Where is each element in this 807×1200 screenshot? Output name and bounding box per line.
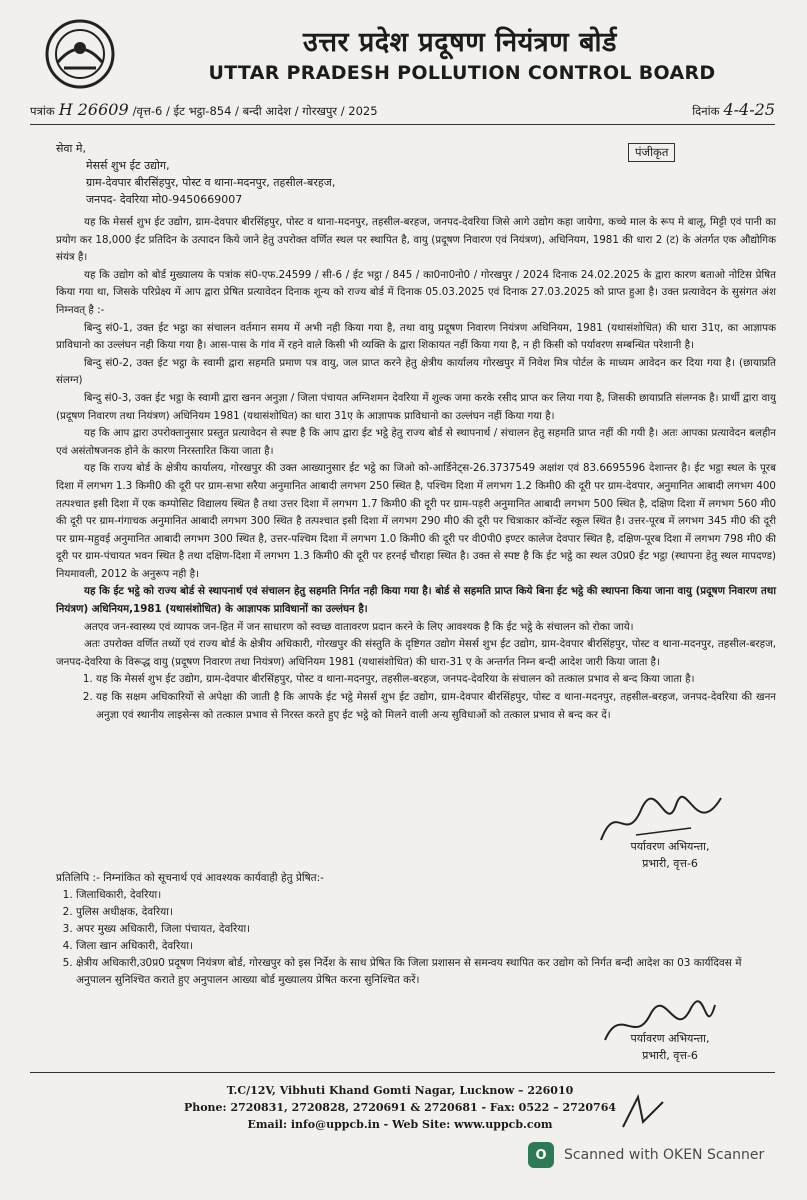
body-paragraph: बिन्दु सं0-1, उक्त ईट भट्ठा का संचालन वर्तमान समय में अभी नही किया गया है, तथा वायु प्रदूषण निवारण नियंत्रण अधिनियम, 1981 (यथासंशोधित) की धारा 31ए, का आज्ञापक प्राविधानो का उल्लंघन नही किया गया है। आस-पास के गांव में रहने वाले किसी भी व्यक्ति के द्वारा शिकायत नहीं किया गया है, न ही किसी को पर्यावरण सम्बन्धित परेशानी है। — [56, 321, 776, 352]
address-village: ग्राम-देवपार बीरसिंहपुर, पोस्ट व थाना-मदनपुर, तहसील-बरहज, — [86, 176, 336, 189]
footer-address: T.C/12V, Vibhuti Khand Gomti Nagar, Lucknow – 226010 — [226, 1084, 574, 1097]
address-district: जनपद- देवरिया मो0-9450669007 — [86, 193, 243, 206]
header-title-english: UTTAR PRADESH POLLUTION CONTROL BOARD — [208, 62, 716, 84]
order-item: 1. यह कि मेसर्स शुभ ईट उद्योग, ग्राम-देवपार बीरसिंहपुर, पोस्ट व थाना-मदनपुर, तहसील-बरहज, जनपद-देवरिया के संचालन को तत्काल प्रभाव से बन्द किया जाता है। — [96, 671, 776, 689]
scanner-text: Scanned with OKEN Scanner — [564, 1147, 765, 1163]
copy-to-title: प्रतिलिपि :- निम्नांकित को सूचनार्थ एवं आवश्यक कार्यवाही हेतु प्रेषित:- — [56, 872, 324, 884]
signature-designation: पर्यावरण अभियन्ता, — [630, 1032, 710, 1045]
signature-charge: प्रभारी, वृत्त-6 — [642, 857, 698, 870]
order-list — [56, 671, 776, 724]
order-item: 2. यह कि सक्षम अधिकारियों से अपेक्षा की जाती है कि आपके ईट भट्ठे मेसर्स शुभ ईट उद्योग, ग्राम-देवपार बीरसिंहपुर, पोस्ट व थाना-मदनपुर, तहसील-बरहज, जनपद-देवरिया की खनन अनुज्ञा एवं स्थानीय लाइसेन्स को तत्काल प्रभाव से निरस्त करते हुए ईट भट्ठे को मिलने वाली अन्य सुविधाओं को तत्काल प्रभाव से बन्द कर दें। — [96, 689, 776, 724]
body-paragraph: बिन्दु सं0-3, उक्त ईट भट्ठा के स्वामी द्वारा खनन अनुज्ञा / जिला पंचायत अग्निशमन देवरिया में शुल्क जमा करके रसीद प्राप्त कर लिया गया है, जिसकी छायाप्रति संलग्नक है। प्रार्थी द्वारा वायु (प्रदूषण निवारण तथा नियंत्रण) अधिनियम 1981 (यथासंशोधित) का धारा 31ए के आज्ञापक प्राविधानो का उल्लंघन नहीं किया गया है। — [56, 391, 776, 422]
reference-suffix: /वृत्त-6 / ईट भट्ठा-854 / बन्दी आदेश / गोरखपुर / 2025 — [132, 104, 378, 118]
body-paragraph: अतः उपरोक्त वर्णित तथ्यों एवं राज्य बोर्ड के क्षेत्रीय अधिकारी, गोरखपुर की संस्तुति के दृष्टिगत उद्योग मेसर्स शुभ ईट उद्योग, ग्राम-देवपार बीरसिंहपुर, पोस्ट व थाना-मदनपुर, तहसील-बरहज, जनपद-देवरिया के विरूद्ध वायु (प्रदूषण निवारण तथा नियंत्रण) अधिनियम 1981 (यथासंशोधित) की धारा-31 ए के अन्तर्गत निम्न बन्दी आदेश जारी किया जाता है। — [56, 638, 776, 668]
footer-phone: Phone: 2720831, 2720828, 2720691 & 2720681 - Fax: 0522 – 2720764 — [183, 1101, 617, 1114]
footer-contact — [180, 1082, 620, 1133]
body-paragraph: यह कि राज्य बोर्ड के क्षेत्रीय कार्यालय, गोरखपुर की उक्त आख्यानुसार ईट भट्ठे का जिओ को-आर्डिनेट्स-26.3737549 अक्षांश एवं 83.6695596 देशान्तर है। ईट भट्ठा स्थल के पूरब दिशा में लगभग 1.3 किमी0 की दूरी पर ग्राम-सभा सरैया अनुमानित आबादी लगभग 250 स्थित है, पश्चिम दिशा में लगभग 1.2 किमी0 की दूरी पर ग्राम-देवपार, अनुमानित आबादी लगभग 400 तत्पश्चात इसी दिशा में एक कम्पोसिट विद्यालय स्थित है तथा उत्तर दिशा में लगभग 1.7 किमी0 की दूरी पर ग्राम-पड़री अनुमानित आबादी लगभग 500 स्थित है, दक्षिण दिशा में लगभग 560 मी0 की दूरी पर ग्राम-गंगाचक अनुमानित आबादी लगभग 300 स्थित है तत्पश्चात इसी दिशा में लगभग 290 मी0 की दूरी पर चित्राकार कॉन्वेंट स्कूल स्थित है। उत्तर-पूरब में लगभग 345 मी0 की दूरी पर ग्राम-महुवई अनुमानित आबादी लगभग 300 स्थित है, उत्तर-पश्चिम दिशा में लगभग 1.0 किमी0 की दूरी पर वी0पी0 इण्टर कालेज देवपार स्थित है, दक्षिण-पूरब दिशा में लगभग 798 मी0 की दूरी पर ग्राम-पंचायत भवन स्थित है तथा दक्षिण-दिशा में लगभग 1.3 किमी0 की दूरी पर हरनई चौराहा स्थित है। उक्त से स्पष्ट है कि ईट भट्ठे का स्थल उ0प्र0 ईट भट्ठा (स्थापना हेतु स्थल मापदण्ड) नियमावली, 2012 के अनुरूप नही है। — [56, 462, 777, 580]
body-paragraph: यह कि उद्योग को बोर्ड मुख्यालय के पत्रांक सं0-एफ.24599 / सी-6 / ईट भट्ठा / 845 / का0ना0नो0 / गोरखपुर / 2024 दिनाक 24.02.2025 के द्वारा कारण बताओ नोटिस प्रेषित किया गया था, जिसके परिप्रेक्ष्य में आप द्वारा प्रेषित प्रत्यावेदन दिनाक शून्य को राज्य बोर्ड में दिनाक 05.03.2025 एवं दिनाक 27.03.2025 को प्राप्त हुआ है। उक्त प्रत्यावेदन के सुसंगत अंश निम्नवत् है :- — [56, 268, 776, 316]
scanner-logo-icon: O — [528, 1142, 554, 1168]
body-paragraph: यह कि आप द्वारा उपरोक्तानुसार प्रस्तुत प्रत्यावेदन से स्पष्ट है कि आप द्वारा ईट भट्ठे हेतु राज्य बोर्ड से स्थापनार्थ / संचालन हेतु सहमति प्राप्त नहीं की गयी है। अतः आपका प्रत्यावेदन बलहीन एवं असंतोषजनक होने के कारण निरस्तारित किया जाता है। — [56, 427, 776, 457]
copy-to-list — [56, 887, 776, 989]
signature-charge: प्रभारी, वृत्त-6 — [642, 1049, 698, 1062]
copy-to-section — [56, 870, 776, 989]
copy-to-item: 2. पुलिस अधीक्षक, देवरिया। — [76, 904, 776, 921]
body-paragraph: बिन्दु सं0-2, उक्त ईट भट्ठा के स्वामी द्वारा सहमति प्रमाण पत्र वायु, जल प्राप्त करने हेतु क्षेत्रीय कार्यालय गोरखपुर में निवेश मित्र पोर्टल के माध्यम आवेदन कर दिया गया है। (छायाप्रति संलग्न) — [56, 356, 776, 387]
copy-to-item: 5. क्षेत्रीय अधिकारी,उ0प्र0 प्रदूषण नियंत्रण बोर्ड, गोरखपुर को इस निर्देश के साथ प्रेषित कि जिला प्रशासन से समन्वय स्थापित कर उद्योग को निर्गत बन्दी आदेश का 03 कार्यदिवस में अनुपालन सुनिश्चित कराते हुए अनुपालन आख्या बोर्ड मुख्यालय प्रेषित करना सुनिश्चित करें। — [76, 955, 776, 989]
reference-label: पत्रांक — [30, 104, 55, 118]
divider — [30, 124, 775, 125]
address-salutation: सेवा मे, — [56, 142, 86, 155]
scanner-watermark — [528, 1142, 764, 1168]
signature-designation: पर्यावरण अभियन्ता, — [630, 840, 710, 853]
date-value-handwritten: 4-4-25 — [723, 100, 775, 119]
reference-line — [30, 100, 775, 119]
date-label: दिनांक — [692, 104, 720, 118]
footer-divider — [30, 1072, 775, 1073]
letter-body — [56, 214, 776, 724]
uppcb-logo-icon — [44, 18, 116, 90]
signature-block-1 — [590, 838, 750, 872]
initials-scribble-icon — [618, 1092, 668, 1132]
copy-to-item: 3. अपर मुख्य अधिकारी, जिला पंचायत, देवरिया। — [76, 921, 776, 938]
body-paragraph: यह कि मेसर्स शुभ ईट उद्योग, ग्राम-देवपार बीरसिंहपुर, पोस्ट व थाना-मदनपुर, तहसील-बरहज, जनपद-देवरिया जिसे आगे उद्योग कहा जायेगा, कच्चे माल के रूप मे बालू, मिट्टी एवं पानी का प्रयोग कर 18,000 ईट प्रतिदिन के उत्पादन किये जाने हेतु उपरोक्त वर्णित स्थल पर स्थापित है, वायु (प्रदूषण निवारण एवं नियंत्रण), अधिनियम, 1981 की धारा 2 (ट) के अंतर्गत एक औद्योगिक संयंत्र है। — [56, 216, 776, 264]
header-title-hindi: उत्तर प्रदेश प्रदूषण नियंत्रण बोर्ड — [303, 27, 617, 58]
signature-block-2 — [590, 1030, 750, 1064]
copy-to-item: 1. जिलाधिकारी, देवरिया। — [76, 887, 776, 904]
body-paragraph: अतएव जन-स्वास्थ्य एवं व्यापक जन-हित में जन साधारण को स्वच्छ वातावरण प्रदान करने के लिए आवश्यक है कि ईट भट्ठे के संचालन को रोका जाये। — [84, 620, 634, 633]
reference-date — [692, 100, 775, 119]
registered-label: पंजीकृत — [628, 143, 675, 162]
body-paragraph: यह कि ईट भट्ठे को राज्य बोर्ड से स्थापनार्थ एवं संचालन हेतु सहमति निर्गत नही किया गया है। बोर्ड से सहमति प्राप्त किये बिना ईट भट्ठे की स्थापना किया जाना वायु (प्रदूषण निवारण तथा नियंत्रण) अधिनियम,1981 (यथासंशोधित) के आज्ञापक प्राविधानों का उल्लंघन है। — [56, 585, 776, 616]
address-name: मेसर्स शुभ ईट उद्योग, — [86, 159, 170, 172]
reference-number-handwritten: H 26609 — [58, 100, 129, 119]
copy-to-item: 4. जिला खान अधिकारी, देवरिया। — [76, 938, 776, 955]
footer-email: Email: info@uppcb.in - Web Site: www.uppcb.com — [247, 1118, 553, 1131]
